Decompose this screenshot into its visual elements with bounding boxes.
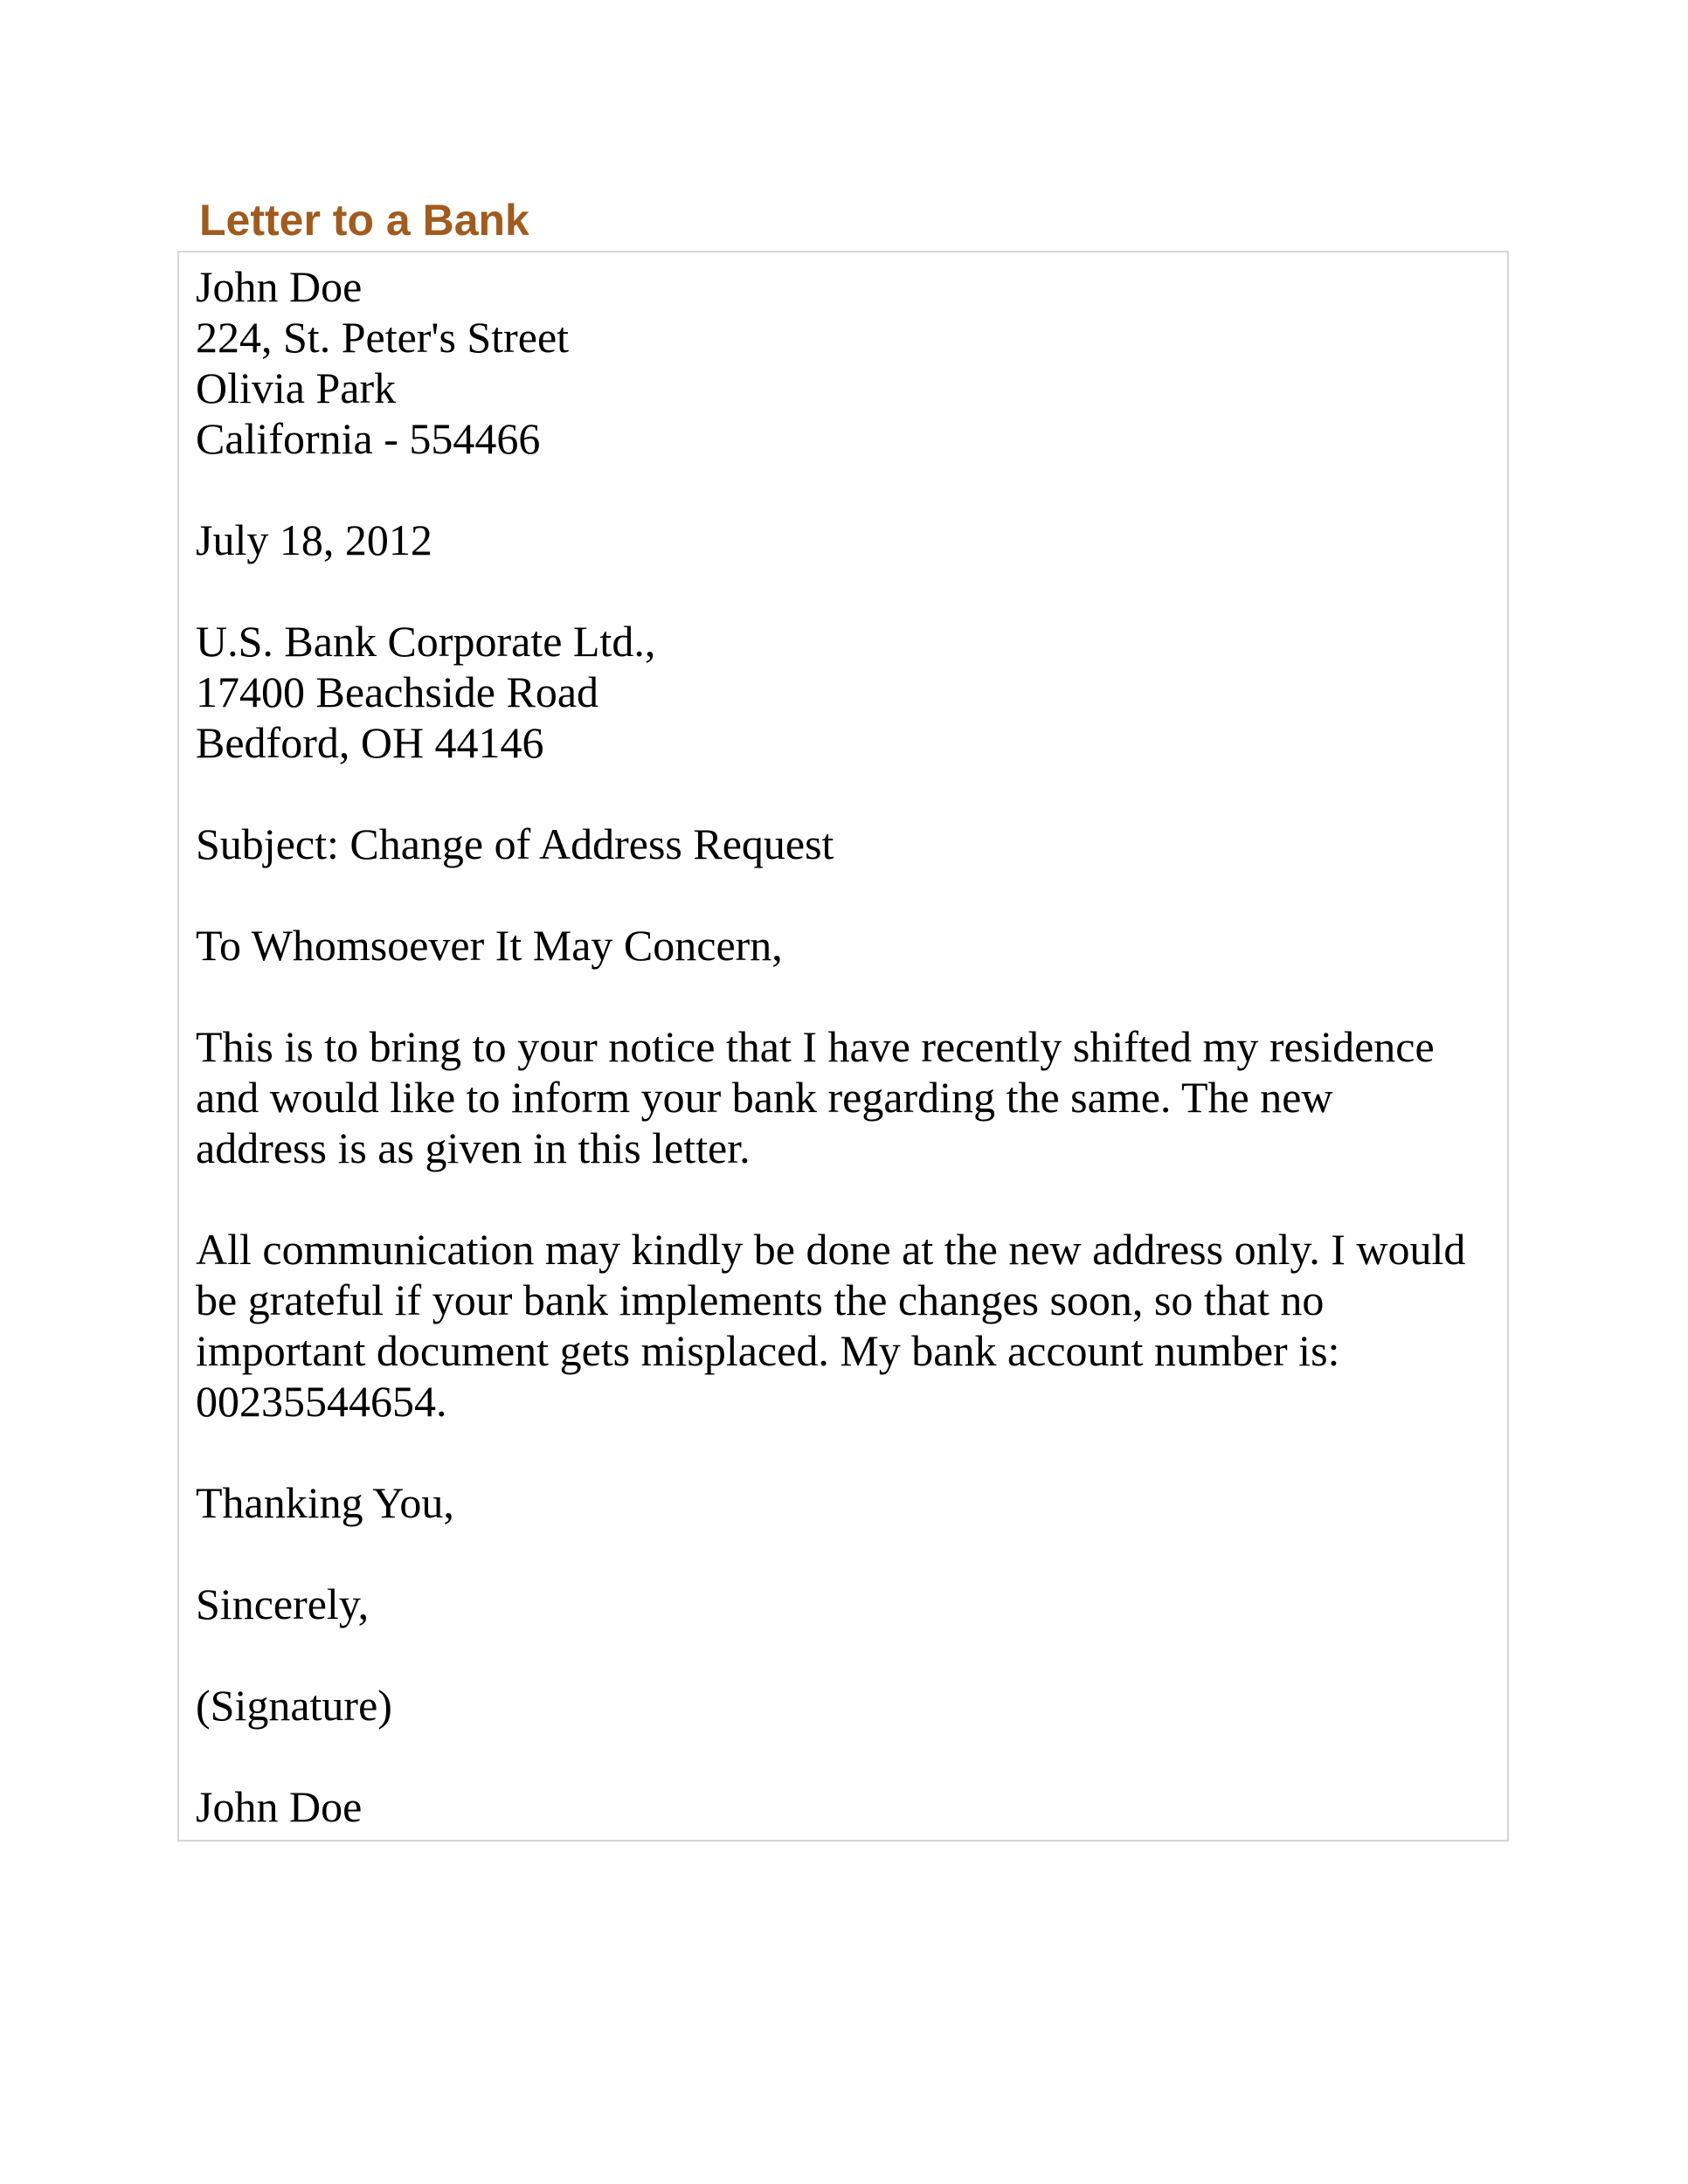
- paragraph-line: address is as given in this letter.: [196, 1123, 751, 1172]
- sender-name-line: John Doe: [196, 262, 363, 311]
- date-line: July 18, 2012: [196, 515, 432, 564]
- body-paragraph-1: [196, 1021, 1491, 1173]
- paragraph-line: All communication may kindly be done at the new address only. I would: [196, 1225, 1466, 1274]
- date-block: [196, 515, 1491, 565]
- paragraph-line: be grateful if your bank implements the changes soon, so that no: [196, 1275, 1325, 1324]
- page-title: Letter to a Bank: [199, 196, 529, 245]
- paragraph-line: and would like to inform your bank regarding the same. The new: [196, 1073, 1333, 1122]
- signature-placeholder-block: [196, 1680, 1491, 1731]
- page-content: [177, 0, 1509, 1842]
- recipient-city-line: Bedford, OH 44146: [196, 718, 544, 767]
- salutation-block: [196, 920, 1491, 971]
- sender-state-zip-line: California - 554466: [196, 414, 541, 463]
- signer-name-line: John Doe: [196, 1782, 363, 1831]
- subject-block: [196, 819, 1491, 869]
- recipient-name-line: U.S. Bank Corporate Ltd.,: [196, 617, 656, 666]
- sign-off-line: Sincerely,: [196, 1579, 370, 1628]
- sender-area-line: Olivia Park: [196, 363, 397, 412]
- sender-street-line: 224, St. Peter's Street: [196, 313, 570, 362]
- body-paragraph-2: [196, 1224, 1491, 1427]
- subject-line: Subject: Change of Address Request: [196, 819, 834, 868]
- sign-off-block: [196, 1579, 1491, 1629]
- signature-placeholder-line: (Signature): [196, 1681, 392, 1730]
- paragraph-line: This is to bring to your notice that I have recently shifted my residence: [196, 1022, 1435, 1071]
- thanks-block: [196, 1477, 1491, 1528]
- sender-address-block: [196, 261, 1491, 464]
- recipient-address-block: [196, 616, 1491, 768]
- thanks-line: Thanking You,: [196, 1478, 454, 1527]
- letter-box: [177, 251, 1509, 1842]
- salutation-line: To Whomsoever It May Concern,: [196, 921, 783, 970]
- recipient-street-line: 17400 Beachside Road: [196, 667, 599, 716]
- account-number-line: 00235544654.: [196, 1377, 447, 1426]
- signer-name-block: [196, 1781, 1491, 1832]
- paragraph-line: important document gets misplaced. My bank account number is:: [196, 1326, 1340, 1375]
